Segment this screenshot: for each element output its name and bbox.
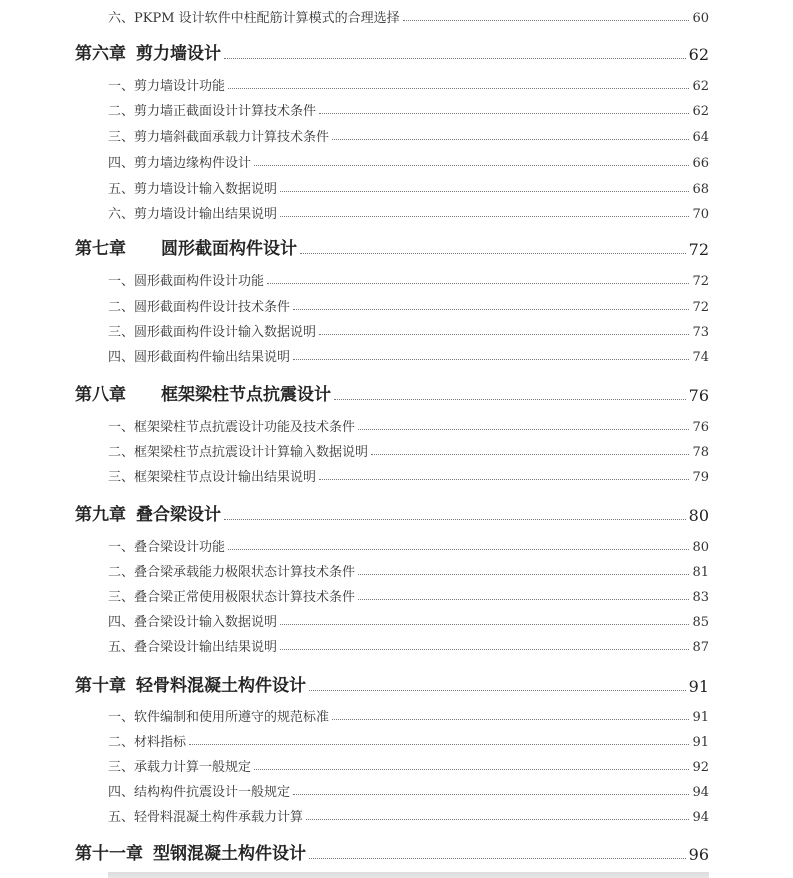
toc-entry-title: 剪力墙边缘构件设计: [134, 156, 252, 171]
toc-entry-label: 五、: [108, 640, 135, 655]
toc-page-number: 80: [692, 540, 709, 555]
toc-entry-label: 三、: [108, 470, 135, 485]
toc-entry: [108, 270, 709, 289]
dot-leader: [358, 573, 689, 575]
toc-entry: [108, 441, 709, 460]
toc-entry: [108, 346, 709, 365]
toc-page-number: 62: [688, 45, 709, 64]
toc-entry-title: 剪力墙设计输入数据说明: [134, 182, 278, 197]
toc-entry: [108, 561, 709, 580]
chapter-title: 叠合梁设计: [136, 505, 221, 525]
toc-entry-label: 五、: [108, 810, 135, 825]
toc-entry-title: 叠合梁设计功能: [134, 540, 226, 555]
toc-entry-title: 叠合梁正常使用极限状态计算技术条件: [134, 590, 356, 605]
dot-leader: [280, 623, 689, 625]
dot-leader: [319, 478, 689, 480]
dot-leader: [293, 793, 689, 795]
toc-page-number: 87: [692, 640, 709, 655]
dot-leader: [254, 164, 689, 166]
toc-entry: [108, 706, 709, 725]
toc-entry-title: 叠合梁设计输入数据说明: [134, 615, 278, 630]
chapter-label: 第十章: [75, 676, 126, 696]
toc-entry: [108, 321, 709, 340]
toc-entry-title: 圆形截面构件设计输入数据说明: [134, 325, 317, 340]
toc-entry-title: 承载力计算一般规定: [134, 760, 252, 775]
toc-entry-title: 叠合梁承载能力极限状态计算技术条件: [134, 565, 356, 580]
toc-entry-title: 圆形截面构件输出结果说明: [134, 350, 291, 365]
toc-entry: [108, 756, 709, 775]
toc-entry: [108, 586, 709, 605]
toc-page-number: 76: [688, 386, 709, 405]
toc-entry-label: 二、: [108, 300, 135, 315]
toc-page-number: 62: [692, 104, 709, 119]
toc-entry: [108, 152, 709, 171]
dot-leader: [306, 818, 689, 820]
toc-entry-title: 剪力墙设计功能: [134, 79, 226, 94]
dot-leader: [358, 428, 689, 430]
toc-entry-title: 剪力墙斜截面承载力计算技术条件: [134, 130, 330, 145]
cut-off-line: [108, 872, 709, 878]
dot-leader: [228, 87, 689, 89]
toc-page-number: 91: [692, 735, 709, 750]
toc-entry-label: 六、: [108, 207, 135, 222]
toc-entry-label: 三、: [108, 325, 135, 340]
toc-page-number: 91: [688, 677, 709, 696]
toc-entry: [108, 100, 709, 119]
toc-page-number: 76: [692, 420, 709, 435]
toc-entry: [108, 416, 709, 435]
toc-page-number: 68: [692, 182, 709, 197]
toc-entry-title: 软件编制和使用所遵守的规范标准: [134, 710, 330, 725]
toc-entry-title: 框架梁柱节点抗震设计计算输入数据说明: [134, 445, 369, 460]
toc-page-number: 80: [688, 506, 709, 525]
chapter-title: 圆形截面构件设计: [161, 239, 297, 259]
toc-page-number: 92: [692, 760, 709, 775]
dot-leader: [358, 598, 689, 600]
chapter-title: 剪力墙设计: [136, 44, 221, 64]
toc-entry: [108, 203, 709, 222]
dot-leader: [228, 548, 689, 550]
toc-page-number: 72: [688, 240, 709, 259]
toc-entry-label: 一、: [108, 710, 135, 725]
toc-entry-label: 三、: [108, 760, 135, 775]
toc-page-number: 83: [692, 590, 709, 605]
chapter-title: 轻骨料混凝土构件设计: [136, 676, 306, 696]
dot-leader: [319, 333, 689, 335]
toc-page-number: 85: [692, 615, 709, 630]
toc-entry-label: 四、: [108, 156, 135, 171]
toc-entry-label: 四、: [108, 785, 135, 800]
chapter-label: 第九章: [75, 505, 126, 525]
toc-entry-label: 四、: [108, 350, 135, 365]
toc-entry: [108, 731, 709, 750]
dot-leader: [254, 768, 689, 770]
toc-entry-title: 剪力墙正截面设计计算技术条件: [134, 104, 317, 119]
dot-leader: [334, 398, 686, 400]
toc-chapter-heading: [75, 234, 709, 259]
toc-entry-label: 三、: [108, 590, 135, 605]
toc-entry-label: 六、: [108, 11, 135, 26]
toc-entry-title: 圆形截面构件设计功能: [134, 274, 265, 289]
dot-leader: [332, 138, 689, 140]
toc-page-number: 72: [692, 274, 709, 289]
dot-leader: [332, 718, 689, 720]
chapter-label: 第六章: [75, 44, 126, 64]
dot-leader: [403, 19, 690, 21]
toc-entry-label: 二、: [108, 445, 135, 460]
chapter-title: 框架梁柱节点抗震设计: [161, 385, 331, 405]
dot-leader: [309, 857, 686, 859]
toc-page-number: 72: [692, 300, 709, 315]
toc-entry-title: 结构构件抗震设计一般规定: [134, 785, 291, 800]
toc-entry-title: 叠合梁设计输出结果说明: [134, 640, 278, 655]
toc-entry-title: PKPM 设计软件中柱配筋计算模式的合理选择: [134, 11, 400, 26]
toc-entry-label: 一、: [108, 79, 135, 94]
chapter-label: 第七章: [75, 239, 126, 259]
toc-chapter-heading: [75, 839, 709, 864]
toc-page-number: 70: [692, 207, 709, 222]
toc-page-number: 94: [692, 810, 709, 825]
dot-leader: [280, 215, 689, 217]
toc-page-number: 96: [688, 845, 709, 864]
dot-leader: [189, 743, 689, 745]
toc-entry-label: 二、: [108, 735, 135, 750]
toc-page-number: 94: [692, 785, 709, 800]
dot-leader: [267, 282, 689, 284]
toc-page-number: 91: [692, 710, 709, 725]
dot-leader: [224, 57, 686, 59]
toc-chapter-heading: [75, 671, 709, 696]
toc-entry-label: 二、: [108, 565, 135, 580]
toc-entry-label: 二、: [108, 104, 135, 119]
toc-entry: [108, 296, 709, 315]
toc-entry-label: 一、: [108, 540, 135, 555]
toc-entry-title: 圆形截面构件设计技术条件: [134, 300, 291, 315]
toc-entry: [108, 75, 709, 94]
toc-entry-title: 剪力墙设计输出结果说明: [134, 207, 278, 222]
dot-leader: [371, 453, 689, 455]
toc-page-number: 78: [692, 445, 709, 460]
toc-page-number: 79: [692, 470, 709, 485]
dot-leader: [293, 358, 689, 360]
toc-chapter-heading: [75, 380, 709, 405]
toc-entry-label: 四、: [108, 615, 135, 630]
toc-entry-title: 轻骨料混凝土构件承载力计算: [134, 810, 304, 825]
toc-entry-label: 一、: [108, 420, 135, 435]
dot-leader: [309, 689, 686, 691]
toc-page-number: 81: [692, 565, 709, 580]
toc-page-number: 66: [692, 156, 709, 171]
toc-entry: [108, 126, 709, 145]
dot-leader: [280, 648, 689, 650]
dot-leader: [300, 252, 686, 254]
dot-leader: [280, 190, 689, 192]
dot-leader: [319, 112, 689, 114]
toc-page-number: 73: [692, 325, 709, 340]
toc-entry-title: 材料指标: [134, 735, 187, 750]
chapter-label: 第十一章: [75, 844, 143, 864]
toc-chapter-heading: [75, 39, 709, 64]
toc-entry: [108, 178, 709, 197]
toc-entry: [108, 781, 709, 800]
dot-leader: [293, 308, 689, 310]
toc-page-number: 74: [692, 350, 709, 365]
toc-entry-title: 框架梁柱节点抗震设计功能及技术条件: [134, 420, 356, 435]
dot-leader: [224, 518, 686, 520]
toc-page-number: 62: [692, 79, 709, 94]
toc-entry: [108, 611, 709, 630]
toc-page-number: 60: [692, 11, 709, 26]
chapter-label: 第八章: [75, 385, 126, 405]
toc-chapter-heading: [75, 500, 709, 525]
toc-entry: [108, 466, 709, 485]
toc-entry: [108, 536, 709, 555]
toc-entry-label: 三、: [108, 130, 135, 145]
toc-entry: [108, 7, 709, 26]
toc-entry: [108, 636, 709, 655]
chapter-title: 型钢混凝土构件设计: [153, 844, 306, 864]
toc-entry: [108, 806, 709, 825]
toc-page-number: 64: [692, 130, 709, 145]
toc-entry-label: 一、: [108, 274, 135, 289]
toc-entry-label: 五、: [108, 182, 135, 197]
toc-entry-title: 框架梁柱节点设计输出结果说明: [134, 470, 317, 485]
